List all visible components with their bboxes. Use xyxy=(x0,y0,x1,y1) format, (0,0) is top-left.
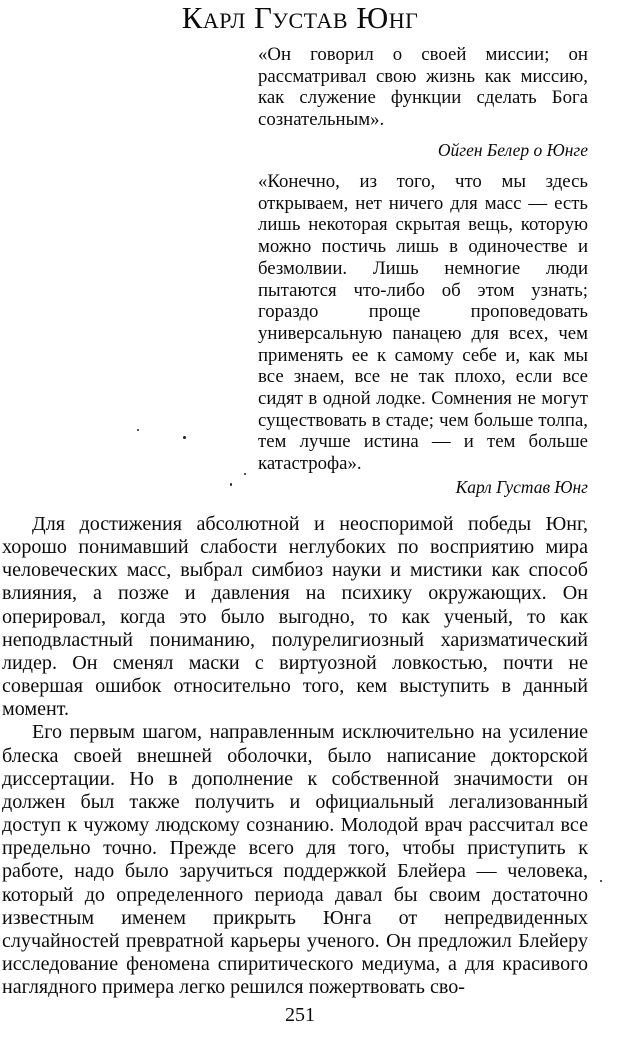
epigraph-attribution: Ойген Белер о Юнге xyxy=(437,140,588,160)
scan-speck xyxy=(600,880,602,882)
scan-speck xyxy=(137,429,139,431)
epigraph-attribution: Карл Густав Юнг xyxy=(455,477,588,497)
page-title: Карл Густав Юнг xyxy=(181,0,419,35)
paragraph: Для достижения абсолютной и неоспоримой победы Юнг, хорошо понимавший слабости неглубоких по восприятию мира человеческих масс, выбрал симбиоз науки и мистики как способ влияния, а позже и давления на психику окружающих. Он оперировал, когда это было выгодно, то как ученый, то как неподвластный пониманию, полурелигиозный харизматический лидер. Он сменял маски с виртуозной ловкостью, почти не совершая ошибок относительно того, кем выступить в данный момент. xyxy=(2,513,588,721)
scan-speck xyxy=(244,473,246,475)
page-number: 251 xyxy=(285,1004,315,1026)
epigraph-quote: «Он говорил о своей миссии; он рассматривал свою жизнь как миссию, как служение функции сделать Бога сознательным». xyxy=(258,44,588,131)
running-head xyxy=(0,0,600,36)
scan-speck xyxy=(183,436,186,439)
scan-speck xyxy=(230,483,232,486)
epigraph-quote: «Конечно, из того, что мы здесь открываем, нет ничего для масс — есть лишь некоторая скрытая вещь, которую можно постичь лишь в одиночестве и безмолвии. Лишь немногие люди пытаются что-либо об этом узнать; гораздо проще проповедовать универсальную панацею для всех, чем применять ее к самому себе и, как мы все знаем, все не так плохо, если все сидят в одной лодке. Сомнения не могут существовать в стаде; чем больше толпа, тем лучше истина — и тем больше катастрофа». xyxy=(258,171,588,475)
paragraph: Его первым шагом, направленным исключительно на усиление блеска своей внешней оболочки, было написание докторской диссертации. Но в дополнение к собственной значимости он должен был также получить и официальный легализованный доступ к чужому людскому сознанию. Молодой врач рассчитал все предельно точно. Прежде всего для того, чтобы приступить к работе, надо было заручиться поддержкой Блейера — человека, который до определенного периода давал бы своим достаточно известным именем прикрыть Юнга от непредвиденных случайностей превратной карьеры ученого. Он предложил Блейеру исследование феномена спиритического медиума, а для красивого наглядного примера легко решился пожертвовать сво- xyxy=(2,721,588,999)
main-text xyxy=(2,513,588,999)
